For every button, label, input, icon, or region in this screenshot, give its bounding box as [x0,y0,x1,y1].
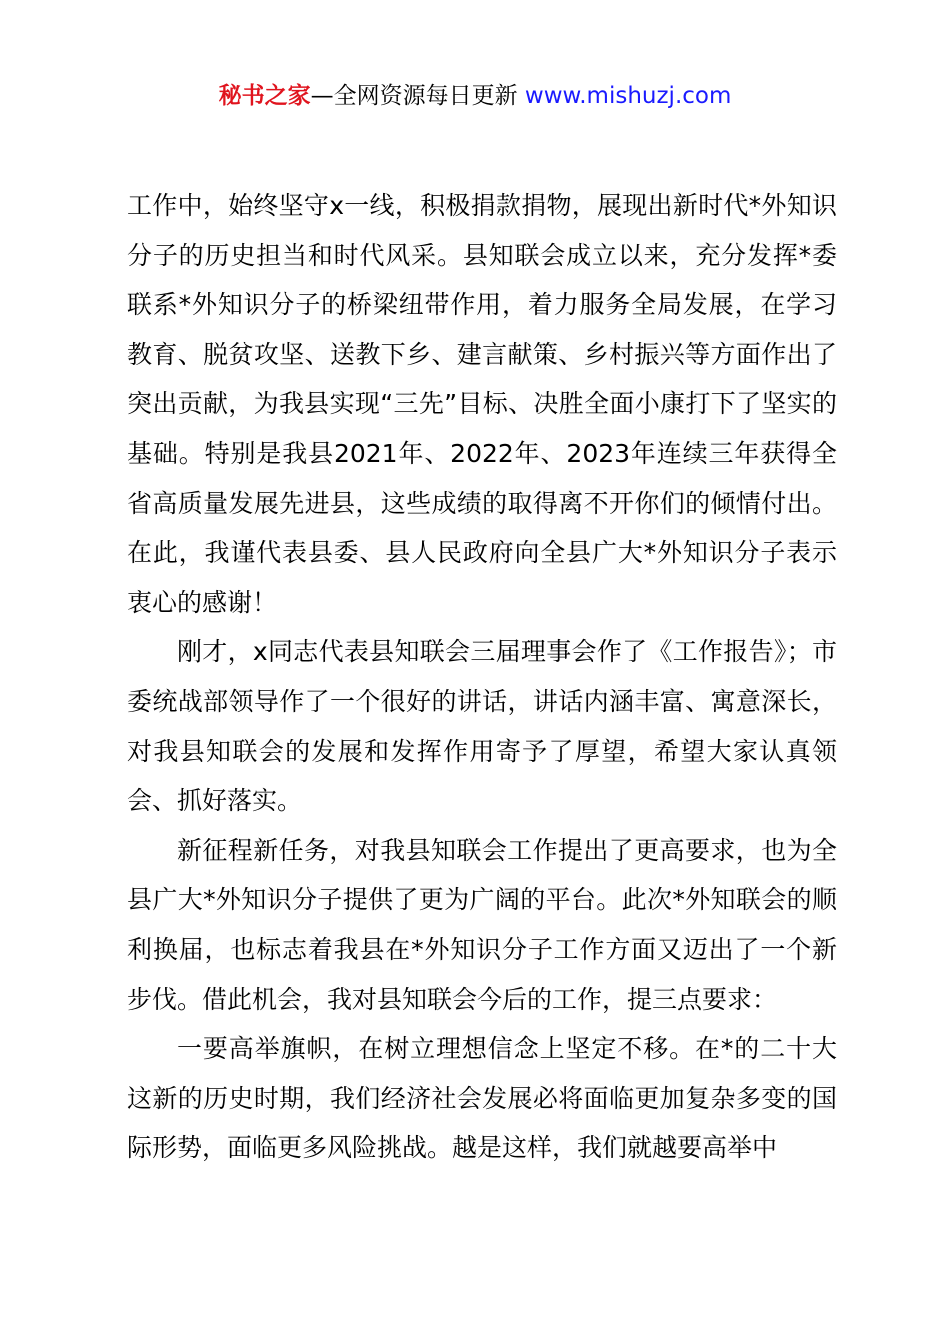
paragraph-report-remarks: 刚才，x同志代表县知联会三届理事会作了《工作报告》；市委统战部领导作了一个很好的讲话，讲话内涵丰富、寓意深长，对我县知联会的发展和发挥作用寄予了厚望，希望大家认真领会、抓好落实。 [127,637,837,816]
paragraph-requirement-one: 一要高举旗帜，在树立理想信念上坚定不移。在*的二十大这新的历史时期，我们经济社会发展必将面临更加复杂多变的国际形势，面临更多风险挑战。越是这样，我们就越要高举中 [127,1034,837,1163]
site-header [0,80,950,112]
paragraph-new-tasks: 新征程新任务，对我县知联会工作提出了更高要求，也为全县广大*外知识分子提供了更为广阔的平台。此次*外知联会的顺利换届，也标志着我县在*外知识分子工作方面又迈出了一个新步伐。借此机会，我对县知联会今后的工作，提三点要求： [127,835,837,1014]
paragraph-continuation: 工作中，始终坚守x一线，积极捐款捐物，展现出新时代*外知识分子的历史担当和时代风采。县知联会成立以来，充分发挥*委联系*外知识分子的桥梁纽带作用，着力服务全局发展，在学习教育、脱贫攻坚、送教下乡、建言献策、乡村振兴等方面作出了突出贡献，为我县实现“三先”目标、决胜全面小康打下了坚实的基础。特别是我县2021年、2022年、2023年连续三年获得全省高质量发展先进县，这些成绩的取得离不开你们的倾情付出。在此，我谨代表县委、县人民政府向全县广大*外知识分子表示衷心的感谢！ [127,191,837,617]
document-body [127,181,837,1173]
site-brand: 秘书之家 [218,83,311,109]
site-tagline: —全网资源每日更新 [310,83,518,109]
site-url-link[interactable]: www.mishuzj.com [524,83,732,109]
